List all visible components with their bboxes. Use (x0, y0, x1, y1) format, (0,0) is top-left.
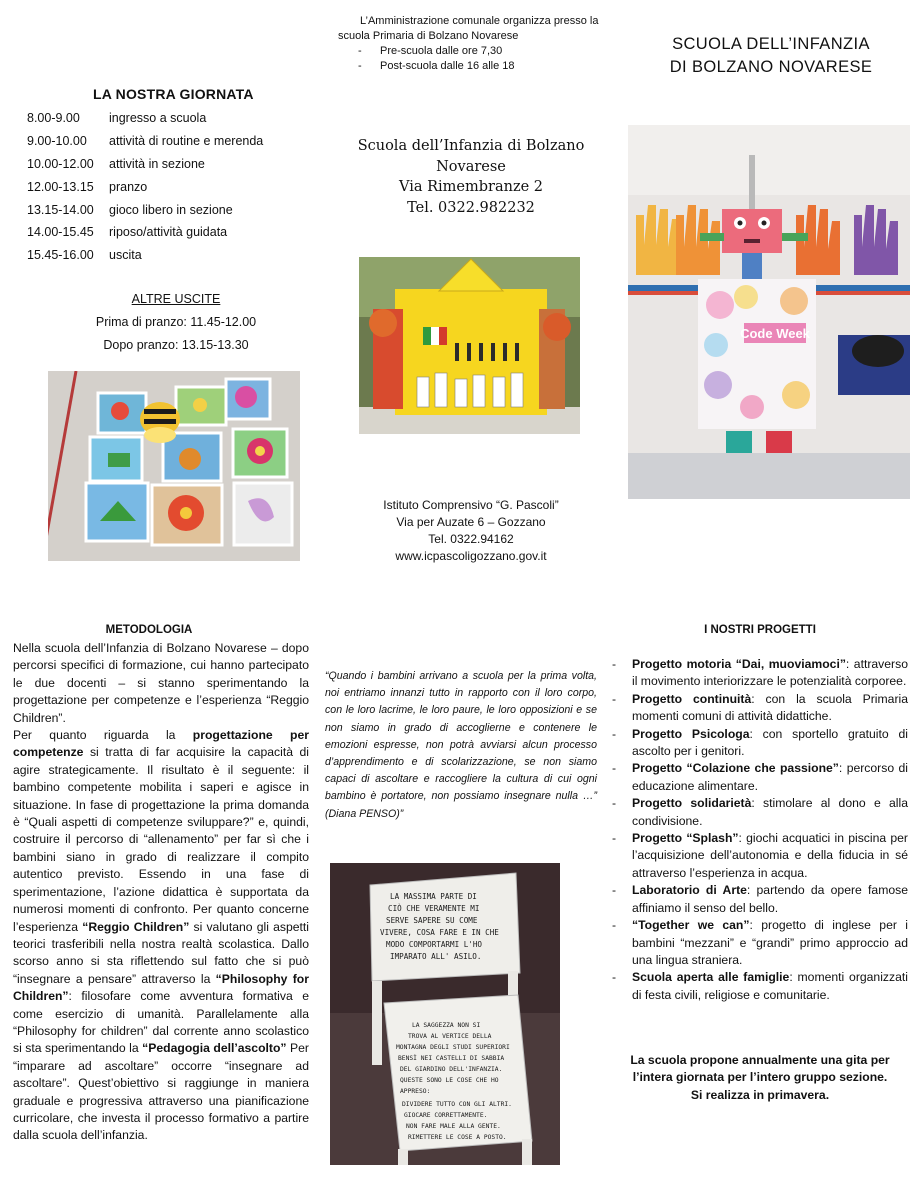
amministrazione-note (338, 14, 618, 74)
schedule-activity: ingresso a scuola (109, 111, 207, 126)
school-name-cont: Novarese (436, 158, 506, 175)
page-title-line: SCUOLA DELL’INFANZIA (672, 35, 870, 53)
quote-text: “Quando i bambini arrivano a scuola per la prima volta, noi entriamo innanzi tutto in rapporto con il loro corpo, con le loro lacrime, le loro paure, le loro opposizioni e se non siamo in grado di accoglierne e contenere le emozioni espresse, non potrà avviarsi alcun processo d’apprendimento e di scolarizzazione, se non siamo capaci di ascoltare e raccogliere la cultura di cui ogni bambino è portatore, non possiamo insegnare nulla …” (Diana PENSO)” (325, 670, 597, 820)
chair-text-line: VIVERE, COSA FARE E IN CHE (380, 928, 499, 937)
code-week-robot-photo (628, 125, 910, 499)
list-item: - Post-scuola dalle 16 alle 18 (358, 60, 515, 72)
list-item: - Progetto motoria “Dai, muoviamoci”: attraverso il movimento interiorizzare le potenzialità corporee. (612, 657, 908, 689)
list-item: - Scuola aperta alle famiglie: momenti organizzati di festa civili, religiose e comunitarie. (612, 970, 908, 1002)
amministrazione-line: L’Amministrazione comunale organizza presso la (360, 15, 599, 27)
children-drawings-photo (48, 371, 300, 561)
schedule-activity: gioco libero in sezione (109, 202, 233, 217)
schedule-row (27, 107, 327, 130)
project-name: Progetto solidarietà (632, 796, 752, 811)
chair-text-line: TROVA AL VERTICE DELLA (408, 1033, 492, 1040)
chair-text-line: NON FARE MALE ALLA GENTE. (406, 1123, 501, 1130)
schedule-activity: pranzo (109, 179, 148, 194)
project-description: : attraverso il movimento interiorizzare le potenzialità corporee. (632, 657, 908, 689)
chair-photo (330, 863, 560, 1165)
istituto-address (352, 497, 590, 565)
schedule-activity: attività di routine e merenda (109, 134, 264, 149)
project-description: : momenti organizzati di festa civili, religiose e comunitarie. (632, 970, 908, 1002)
amministrazione-line: scuola Primaria di Bolzano Novarese (338, 30, 519, 42)
progetti-title: I NOSTRI PROGETTI (704, 624, 816, 636)
schedule-time: 13.15-14.00 (27, 202, 94, 217)
istituto-website: www.icpascoligozzano.gov.it (395, 549, 547, 563)
progetti-list (612, 656, 908, 1004)
metodologia-body (13, 640, 309, 1145)
list-item: - Pre-scuola dalle ore 7,30 (358, 45, 503, 57)
project-name: “Together we can” (632, 918, 750, 933)
emphasis: progettazione per competenze (13, 728, 309, 760)
schedule-activity: uscita (109, 248, 142, 263)
chair-text-line: LA MASSIMA PARTE DI (390, 892, 477, 901)
text-span: si tratta di far acquisire la capacità di agire strategicamente. Il risultato è il seguente: il bambino competente mobilita i saperi e agisce in situazione. In fase di progettazione la prima domanda è “Quali aspetti di competenze sviluppare?” e, quindi, costruire il percorso di “allenamento” per far sì che i bambini siano in grado di realizzare il compito autentico previsto. Essendo in una fase di sperimentazione, l’azione didattica è supportata da numerosi momenti di confronto. Per quanto concerne l’esperienza (13, 745, 309, 934)
chair-text-line: MONTAGNA DEGLI STUDI SUPERIORI (396, 1044, 510, 1051)
schedule-row (27, 198, 327, 221)
emphasis: “Reggio Children” (82, 919, 190, 934)
gita-note (612, 1052, 908, 1104)
amministrazione-item: Post-scuola dalle 16 alle 18 (380, 60, 515, 72)
gita-line: La scuola propone annualmente una gita per (630, 1053, 890, 1067)
chair-text-line: DIVIDERE TUTTO CON GLI ALTRI. (402, 1101, 512, 1108)
emphasis: “Pedagogia dell’ascolto” (142, 1041, 287, 1056)
gita-line: l’intera giornata per l’intero gruppo sezione. (632, 1070, 888, 1085)
school-street: Via Rimembranze 2 (399, 179, 543, 195)
chair-text-line: CIÒ CHE VERAMENTE MI (388, 904, 480, 913)
schedule-activity: riposo/attività guidata (109, 225, 228, 240)
project-description: : percorso di educazione alimentare. (632, 761, 909, 793)
project-description: : stimolare al dono e alla condivisione. (632, 796, 908, 828)
list-item: - Progetto continuità: con la scuola Primaria momenti comuni di attività didattiche. (612, 691, 908, 724)
project-name: Progetto Psicologa (632, 726, 750, 741)
project-name: Progetto motoria “Dai, muoviamoci” (632, 657, 846, 671)
chair-text-line: DEL GIARDINO DELL'INFANZIA. (400, 1066, 503, 1073)
emphasis: “Philosophy for Children” (13, 971, 309, 1004)
list-item: - Progetto solidarietà: stimolare al dono e alla condivisione. (612, 796, 908, 828)
altre-uscite-line: Prima di pranzo: 11.45-12.00 (95, 315, 257, 329)
project-name: Scuola aperta alle famiglie (632, 970, 790, 985)
project-name: Progetto “Splash” (632, 831, 739, 846)
list-item: - Progetto Psicologa: con sportello gratuito di ascolto per i genitori. (612, 726, 908, 759)
chair-text-line: IMPARATO ALL' ASILO. (390, 952, 482, 961)
list-item: - “Together we can”: progetto di inglese per i bambini “mezzani” e “grandi” primo approccio ad una lingua straniera. (612, 918, 909, 967)
schedule-time: 9.00-10.00 (27, 134, 87, 149)
schedule-row (27, 175, 327, 198)
metodologia-title: METODOLOGIA (105, 624, 193, 636)
text-span: Per quanto riguarda la (13, 728, 193, 743)
project-description: : partendo da opere famose affiniamo il senso del bello. (632, 883, 908, 915)
altre-uscite-line: Dopo pranzo: 13.15-13.30 (103, 338, 249, 352)
school-address (352, 136, 590, 218)
istituto-street: Via per Auzate 6 – Gozzano (396, 515, 546, 529)
chair-text-line: SERVE SAPERE SU COME (386, 916, 478, 925)
text-span: Per “imparare ad ascoltare” occorre “insegnare ad ascoltare”. Quest’obiettivo si raggiunge in maniera graduale e progressiva attraverso una pianificazione curricolare, che investa il processo formativo a partire dalla scuola dell’infanzia. (13, 1041, 309, 1143)
chair-text-line: MODO COMPORTARMI L'HO (386, 940, 483, 949)
schedule-time: 8.00-9.00 (27, 111, 80, 126)
cardboard-house-photo (359, 257, 580, 434)
schedule-row (27, 153, 327, 176)
school-name: Scuola dell’Infanzia di Bolzano (357, 138, 585, 154)
project-name: Progetto “Colazione che passione” (632, 761, 839, 776)
metodologia-paragraph: Nella scuola dell’Infanzia di Bolzano Novarese – dopo percorsi specifici di formazione, cui hanno partecipato le due docenti – si stanno sperimentando la progettazione per competenze e l’esperienza “Reggio Children”. (13, 641, 309, 725)
project-name: Progetto continuità (632, 691, 752, 706)
project-description: : giochi acquatici in piscina per l’acquisizione dell’autonomia e della fiducia in sé attraverso l’esperienza in acqua. (632, 831, 908, 880)
amministrazione-list (338, 44, 618, 74)
schedule-row (27, 130, 327, 153)
giornata-title: LA NOSTRA GIORNATA (93, 86, 254, 102)
schedule-activity: attività in sezione (109, 156, 205, 171)
altre-uscite-title: ALTRE USCITE (131, 292, 221, 306)
school-phone: Tel. 0322.982232 (407, 199, 535, 216)
robot-sign-text: Code Week (740, 326, 810, 341)
project-description: : con sportello gratuito di ascolto per i genitori. (632, 726, 908, 759)
page-title-line: DI BOLZANO NOVARESE (669, 58, 873, 76)
schedule-time: 12.00-13.15 (27, 179, 94, 194)
istituto-name: Istituto Comprensivo “G. Pascoli” (383, 498, 559, 512)
schedule-list (27, 107, 327, 267)
amministrazione-item: Pre-scuola dalle ore 7,30 (380, 45, 503, 57)
schedule-row (27, 244, 327, 267)
chair-text-line: APPRESO: (400, 1088, 431, 1095)
project-name: Laboratorio di Arte (632, 883, 747, 898)
chair-text-line: BENSÌ NEI CASTELLI DI SABBIA (398, 1055, 505, 1062)
chair-text-line: RIMETTERE LE COSE A POSTO. (408, 1134, 507, 1141)
schedule-time: 15.45-16.00 (27, 248, 94, 263)
gita-line: Si realizza in primavera. (690, 1087, 830, 1102)
list-item: - Progetto “Colazione che passione”: percorso di educazione alimentare. (612, 761, 909, 793)
metodologia-paragraph (13, 727, 309, 1145)
page-title (640, 33, 902, 79)
istituto-phone: Tel. 0322.94162 (428, 532, 514, 546)
list-item: - Progetto “Splash”: giochi acquatici in piscina per l’acquisizione dell’autonomia e della fiducia in sé attraverso l’esperienza in acqua. (612, 831, 908, 880)
text-span: : filosofare come avventura formativa e come esercizio di umanità. Parallelamente alla “Philosophy for children” dal corrente anno scolastico si sta sperimentando la (13, 989, 309, 1056)
schedule-time: 10.00-12.00 (27, 156, 94, 171)
schedule-time: 14.00-15.45 (27, 225, 94, 240)
project-description: : progetto di inglese per i bambini “mezzani” e “grandi” primo approccio ad una lingua straniera. (632, 918, 909, 967)
list-item: - Laboratorio di Arte: partendo da opere famose affiniamo il senso del bello. (612, 883, 908, 915)
chair-text-line: LA SAGGEZZA NON SI (412, 1022, 481, 1029)
schedule-row (27, 221, 327, 244)
chair-text-line: QUESTE SONO LE COSE CHE HO (400, 1077, 499, 1084)
text-span: si valutano gli aspetti teorici trasferibili nella nostra realtà scolastica. Dallo scorso anno si sta riflettendo sul fatto che si può “insegnare a pensare” attraverso la (13, 919, 309, 986)
project-description: : con la scuola Primaria momenti comuni di attività didattiche. (632, 691, 908, 724)
chair-text-line: GIOCARE CORRETTAMENTE. (404, 1112, 488, 1119)
